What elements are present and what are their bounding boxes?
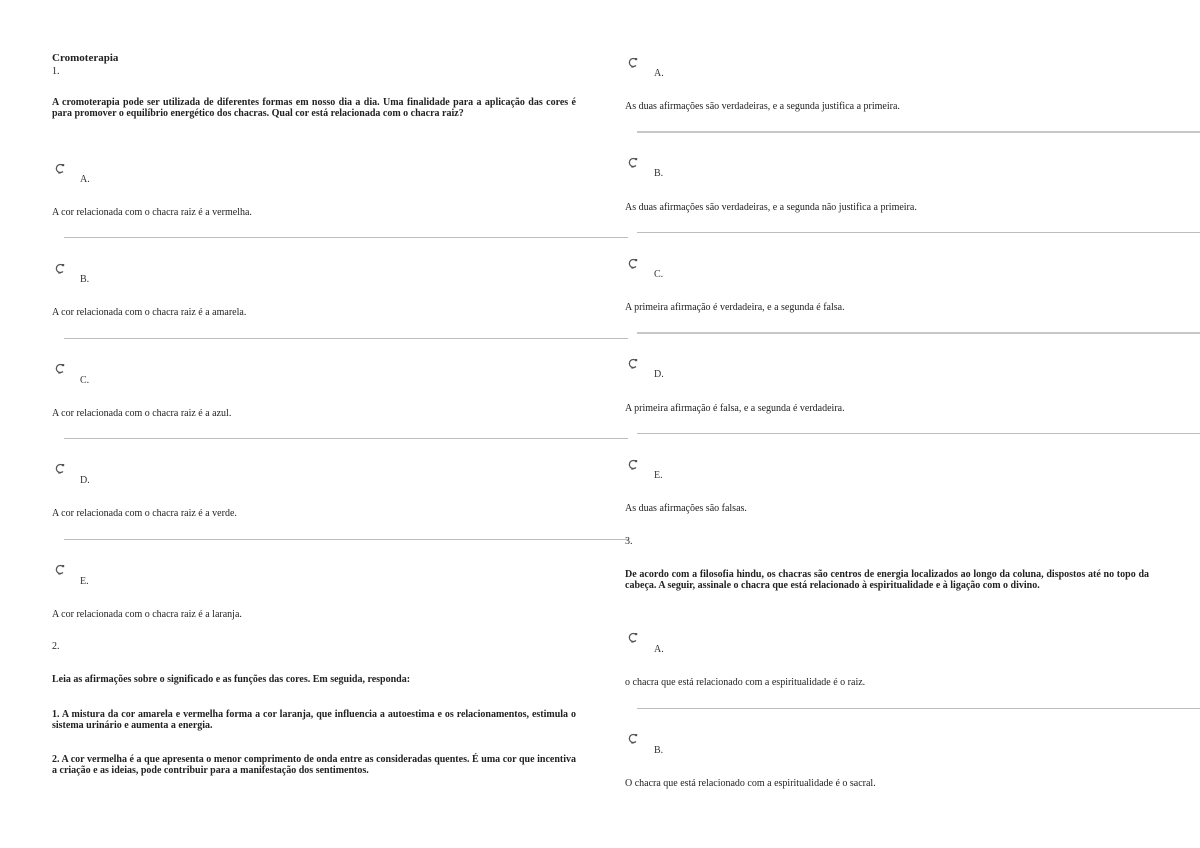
- divider: [64, 438, 628, 439]
- q1-option-e-radio[interactable]: [54, 564, 65, 575]
- q2-option-e-text[interactable]: As duas afirmações são falsas.: [625, 503, 747, 514]
- q1-option-a-letter: A.: [80, 174, 90, 185]
- q2-option-c-radio[interactable]: [627, 258, 638, 269]
- radio-icon: [627, 459, 638, 470]
- q2-option-e-radio[interactable]: [627, 459, 638, 470]
- q3-option-a-radio[interactable]: [627, 632, 638, 643]
- q2-option-c-letter: C.: [654, 269, 664, 280]
- radio-icon: [627, 57, 638, 68]
- q2-option-a-radio[interactable]: [627, 57, 638, 68]
- q1-option-d-text[interactable]: A cor relacionada com o chacra raiz é a verde.: [52, 508, 237, 519]
- divider: [637, 433, 1200, 434]
- question-2-statement-2: 2. A cor vermelha é a que apresenta o menor comprimento de onda entre as consideradas quentes. É uma cor que incentiva a criação e as ideias, pode contribuir para a manifestação dos sentimentos.: [52, 754, 576, 776]
- q2-option-c-text[interactable]: A primeira afirmação é verdadeira, e a segunda é falsa.: [625, 302, 845, 313]
- q1-option-c-radio[interactable]: [54, 363, 65, 374]
- q1-option-a-radio[interactable]: [54, 163, 65, 174]
- radio-icon: [54, 363, 65, 374]
- radio-icon: [627, 157, 638, 168]
- q1-option-c-text[interactable]: A cor relacionada com o chacra raiz é a azul.: [52, 408, 232, 419]
- q2-option-a-text[interactable]: As duas afirmações são verdadeiras, e a segunda justifica a primeira.: [625, 101, 900, 112]
- question-3-text: De acordo com a filosofia hindu, os chacras são centros de energia localizados ao longo da coluna, dispostos até no topo da cabeça. A seguir, assinale o chacra que está relacionado à espiritualidade e à ligação com o divino.: [625, 569, 1149, 591]
- divider: [637, 131, 1200, 133]
- q1-option-e-text[interactable]: A cor relacionada com o chacra raiz é a laranja.: [52, 609, 242, 620]
- q1-option-c-letter: C.: [80, 375, 90, 386]
- q2-option-d-radio[interactable]: [627, 358, 638, 369]
- radio-icon: [627, 632, 638, 643]
- q2-option-b-text[interactable]: As duas afirmações são verdadeiras, e a segunda não justifica a primeira.: [625, 202, 917, 213]
- q2-option-d-letter: D.: [654, 369, 664, 380]
- divider: [64, 338, 628, 339]
- q3-option-b-text[interactable]: O chacra que está relacionado com a espiritualidade é o sacral.: [625, 778, 876, 789]
- q2-option-d-text[interactable]: A primeira afirmação é falsa, e a segunda é verdadeira.: [625, 403, 845, 414]
- question-1-number: 1.: [52, 66, 60, 77]
- q1-option-b-radio[interactable]: [54, 263, 65, 274]
- q1-option-b-letter: B.: [80, 274, 90, 285]
- q1-option-d-radio[interactable]: [54, 463, 65, 474]
- radio-icon: [54, 163, 65, 174]
- q1-option-e-letter: E.: [80, 576, 89, 587]
- divider: [637, 232, 1200, 233]
- divider: [637, 332, 1200, 334]
- q2-option-e-letter: E.: [654, 470, 663, 481]
- q2-option-b-radio[interactable]: [627, 157, 638, 168]
- radio-icon: [54, 263, 65, 274]
- q1-option-d-letter: D.: [80, 475, 90, 486]
- question-2-text: Leia as afirmações sobre o significado e as funções das cores. Em seguida, responda:: [52, 674, 411, 685]
- divider: [64, 237, 628, 238]
- radio-icon: [54, 564, 65, 575]
- question-2-statement-1: 1. A mistura da cor amarela e vermelha forma a cor laranja, que influencia a autoestima e os relacionamentos, estimula o sistema urinário e aumenta a energia.: [52, 709, 576, 731]
- q3-option-b-letter: B.: [654, 745, 664, 756]
- divider: [637, 708, 1200, 709]
- q3-option-a-text[interactable]: o chacra que está relacionado com a espiritualidade é o raiz.: [625, 677, 866, 688]
- document-title: Cromoterapia: [52, 52, 119, 64]
- q2-option-b-letter: B.: [654, 168, 664, 179]
- question-3-number: 3.: [625, 536, 633, 547]
- radio-icon: [627, 733, 638, 744]
- radio-icon: [627, 258, 638, 269]
- q3-option-b-radio[interactable]: [627, 733, 638, 744]
- q1-option-a-text[interactable]: A cor relacionada com o chacra raiz é a vermelha.: [52, 207, 252, 218]
- question-1-text: A cromoterapia pode ser utilizada de diferentes formas em nosso dia a dia. Uma finalidade para a aplicação das cores é para promover o equilíbrio energético dos chacras. Qual cor está relacionada com o chacra raiz?: [52, 97, 576, 119]
- divider: [64, 539, 628, 540]
- radio-icon: [627, 358, 638, 369]
- question-2-number: 2.: [52, 641, 60, 652]
- radio-icon: [54, 463, 65, 474]
- q2-option-a-letter: A.: [654, 68, 664, 79]
- q3-option-a-letter: A.: [654, 644, 664, 655]
- q1-option-b-text[interactable]: A cor relacionada com o chacra raiz é a amarela.: [52, 307, 247, 318]
